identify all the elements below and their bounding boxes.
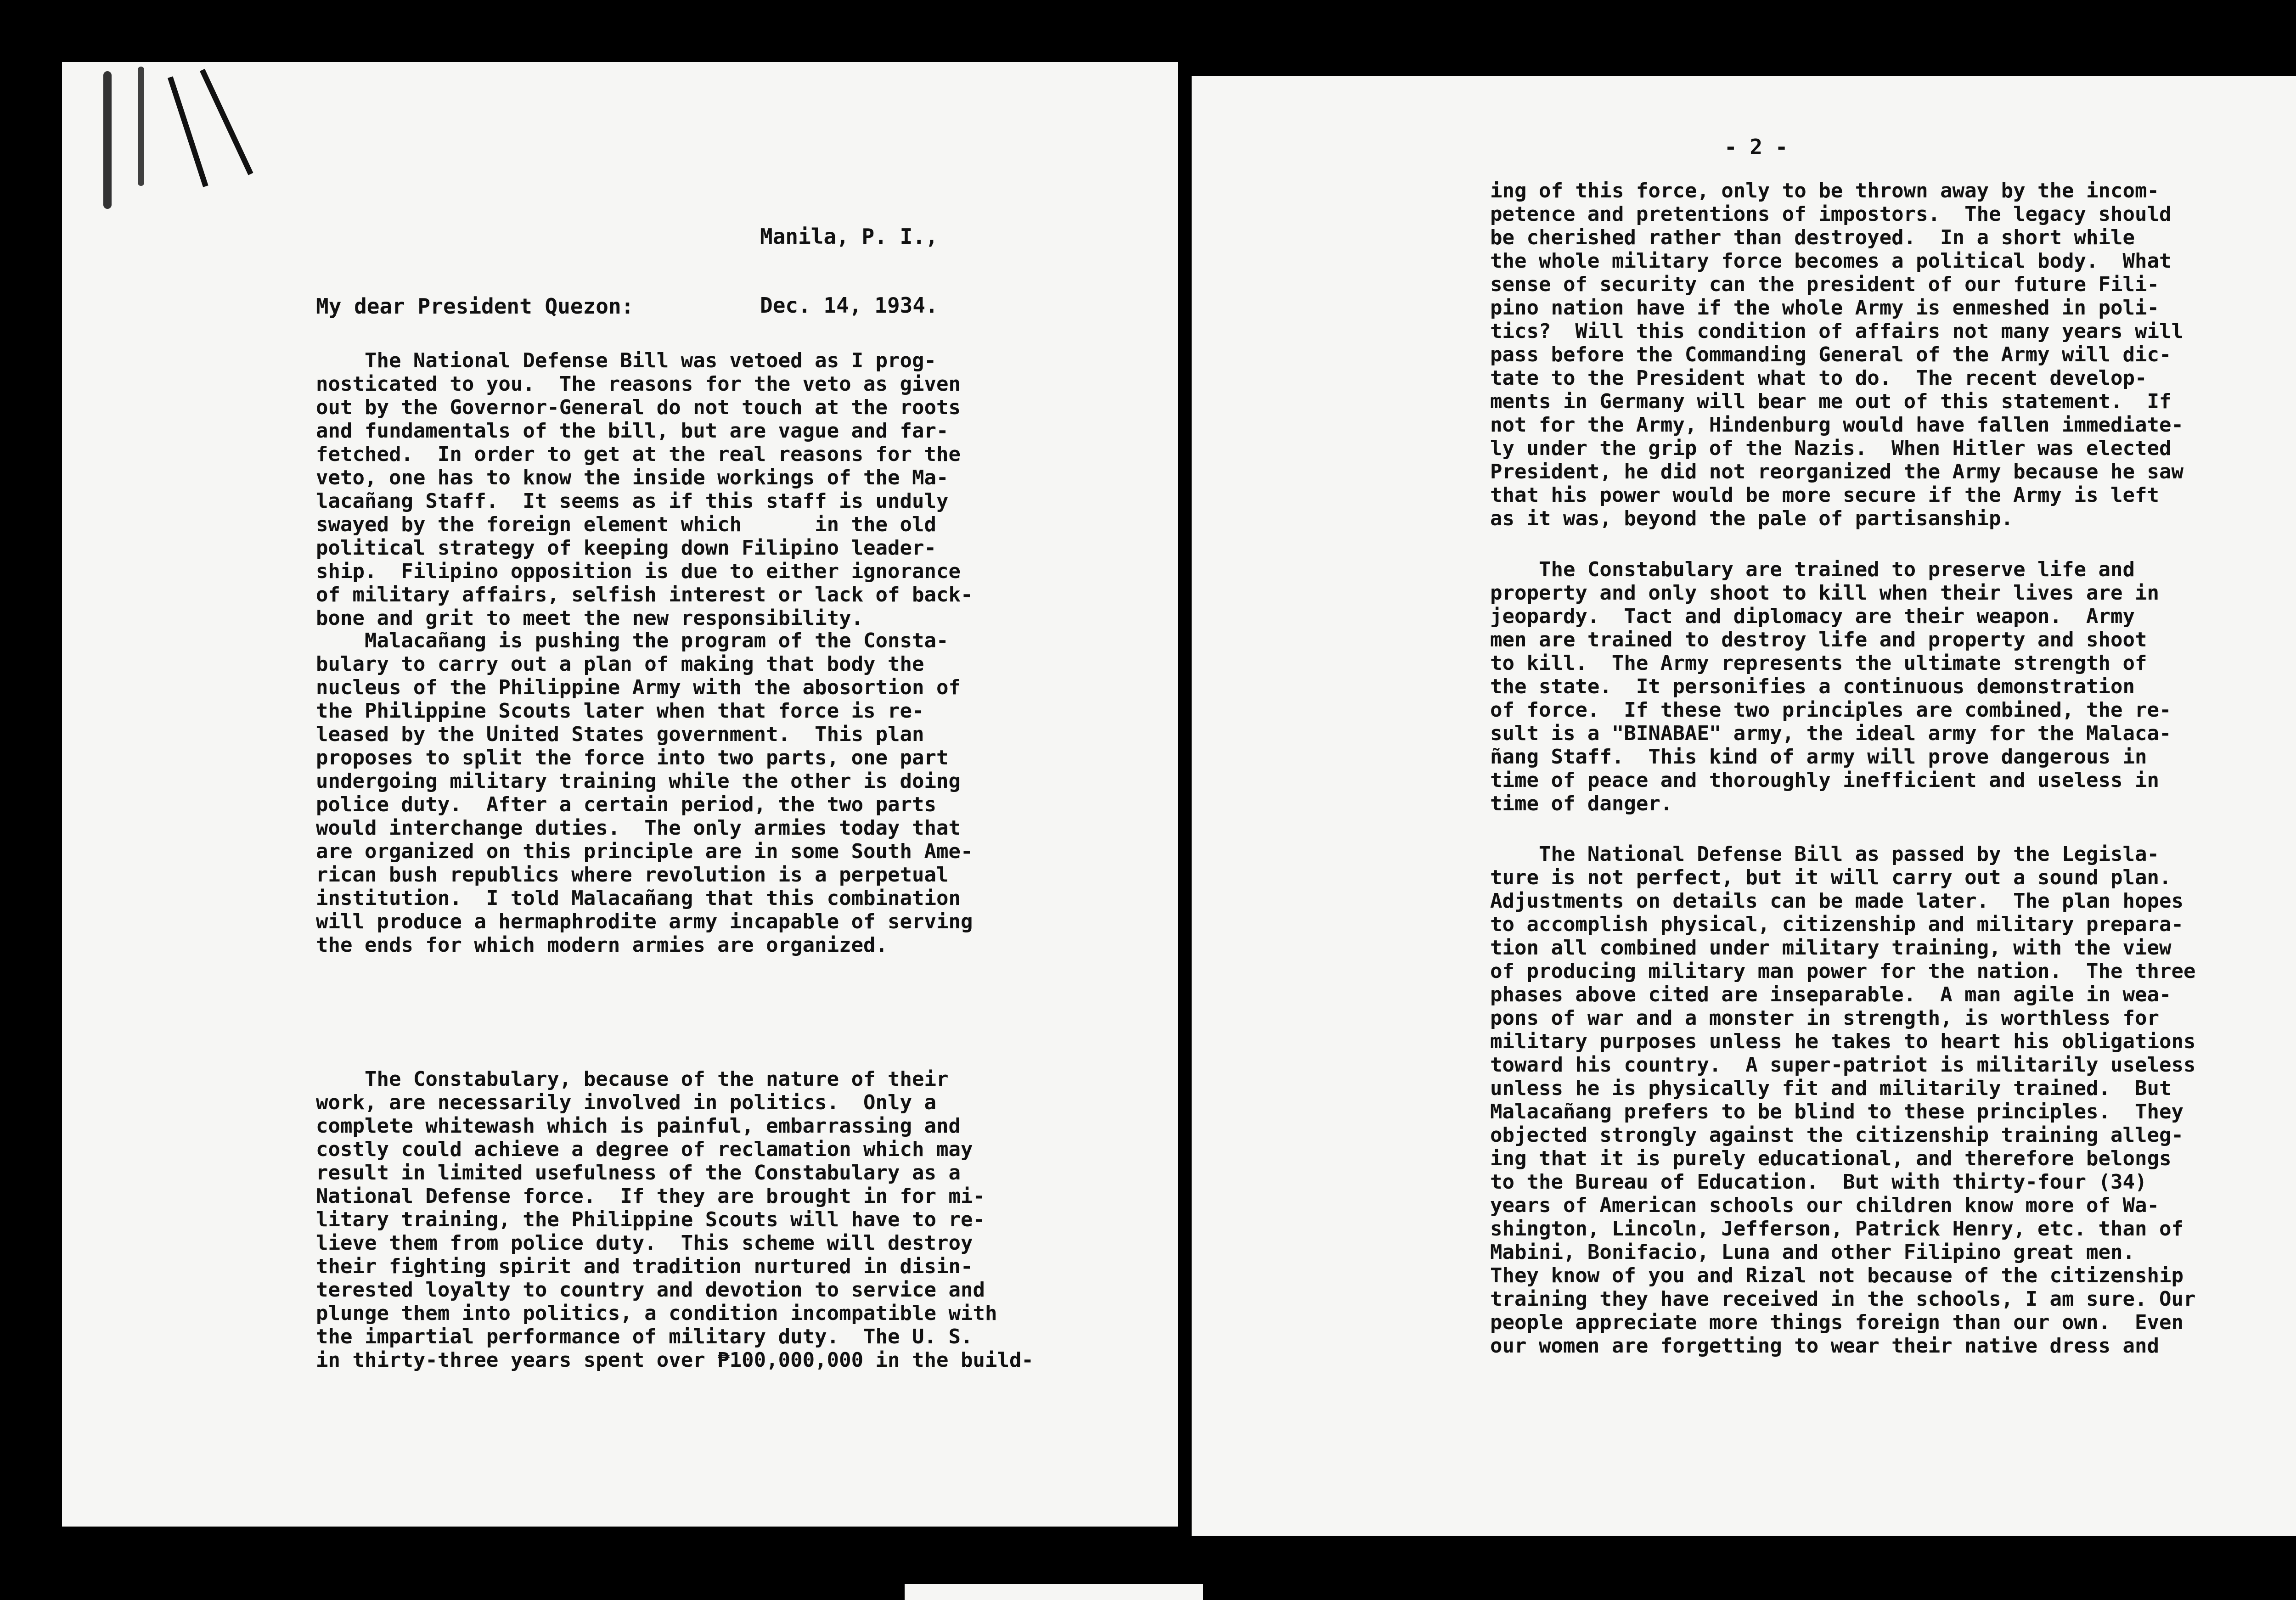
text-line: to the Bureau of Education. But with thirty-four (34): [1490, 1170, 2147, 1194]
text-line: plunge them into politics, a condition incompatible with: [316, 1302, 997, 1325]
text-line: litary training, the Philippine Scouts will have to re-: [316, 1208, 985, 1231]
text-line: National Defense force. If they are brought in for mi-: [316, 1185, 985, 1208]
text-line: terested loyalty to country and devotion to service and: [316, 1278, 985, 1302]
text-line: of producing military man power for the nation. The three: [1490, 960, 2196, 983]
paragraph: [1490, 842, 2195, 1358]
dateline-place: Manila, P. I.,: [760, 224, 938, 249]
text-line: ing that it is purely educational, and therefore belongs: [1490, 1147, 2172, 1170]
punch-mark: [138, 67, 144, 186]
text-line: our women are forgetting to wear their native dress and: [1490, 1334, 2159, 1358]
paragraph: [316, 1067, 1034, 1372]
text-line: to kill. The Army represents the ultimate strength of: [1490, 651, 2147, 675]
text-line: nosticated to you. The reasons for the veto as given: [316, 372, 961, 396]
paragraph: [316, 629, 973, 957]
text-line: that his power would be more secure if the Army is left: [1490, 483, 2159, 507]
text-line: people appreciate more things foreign than our own. Even: [1490, 1311, 2183, 1334]
text-line: ments in Germany will bear me out of this statement. If: [1490, 390, 2172, 413]
dateline: [760, 179, 938, 363]
text-line: toward his country. A super-patriot is militarily useless: [1490, 1053, 2196, 1077]
text-line: lacañang Staff. It seems as if this staff is unduly: [316, 489, 949, 513]
text-line: rican bush republics where revolution is a perpetual: [316, 863, 949, 887]
text-line: work, are necessarily involved in politics. Only a: [316, 1091, 937, 1114]
text-line: time of peace and thoroughly inefficient and useless in: [1490, 769, 2159, 792]
page-edge-strip: [905, 1584, 1203, 1600]
letter-page-2: [1192, 76, 2296, 1536]
text-line: jeopardy. Tact and diplomacy are their weapon. Army: [1490, 605, 2135, 628]
text-line: would interchange duties. The only armies today that: [316, 816, 961, 840]
paragraph: [316, 349, 973, 630]
text-line: Adjustments on details can be made later. The plan hopes: [1490, 889, 2183, 913]
punch-mark: [200, 69, 253, 175]
text-line: tics? Will this condition of affairs not many years will: [1490, 320, 2183, 343]
text-line: years of American schools our children know more of Wa-: [1490, 1194, 2159, 1217]
text-line: will produce a hermaphrodite army incapable of serving: [316, 910, 973, 933]
text-line: military purposes unless he takes to heart his obligations: [1490, 1030, 2196, 1053]
text-line: in thirty-three years spent over ₱100,000,000 in the build-: [316, 1348, 1034, 1372]
text-line: out by the Governor-General do not touch at the roots: [316, 396, 961, 419]
text-line: nucleus of the Philippine Army with the abosortion of: [316, 676, 961, 699]
text-line: fetched. In order to get at the real reasons for the: [316, 443, 961, 466]
text-line: They know of you and Rizal not because of the citizenship: [1490, 1264, 2183, 1287]
text-line: time of danger.: [1490, 792, 1673, 815]
text-line: Malacañang prefers to be blind to these principles. They: [1490, 1100, 2183, 1123]
text-line: not for the Army, Hindenburg would have fallen immediate-: [1490, 413, 2183, 437]
text-line: phases above cited are inseparable. A man agile in wea-: [1490, 983, 2172, 1006]
text-line: the whole military force becomes a political body. What: [1490, 249, 2172, 273]
text-line: bone and grit to meet the new responsibility.: [316, 606, 864, 630]
text-line: The National Defense Bill was vetoed as I prog-: [316, 349, 937, 372]
text-line: undergoing military training while the other is doing: [316, 769, 961, 793]
text-line: tate to the President what to do. The recent develop-: [1490, 366, 2147, 390]
text-line: ing of this force, only to be thrown away by the incom-: [1490, 179, 2159, 202]
text-line: pons of war and a monster in strength, is worthless for: [1490, 1006, 2159, 1030]
text-line: tion all combined under military training, with the view: [1490, 936, 2172, 960]
text-line: costly could achieve a degree of reclamation which may: [316, 1138, 973, 1161]
text-line: Mabini, Bonifacio, Luna and other Filipino great men.: [1490, 1241, 2135, 1264]
text-line: proposes to split the force into two parts, one part: [316, 746, 949, 769]
text-line: complete whitewash which is painful, embarrassing and: [316, 1114, 961, 1138]
salutation: My dear President Quezon:: [316, 294, 634, 319]
text-line: objected strongly against the citizenship training alleg-: [1490, 1123, 2183, 1147]
text-line: are organized on this principle are in some South Ame-: [316, 840, 973, 863]
text-line: training they have received in the schools, I am sure. Our: [1490, 1287, 2196, 1311]
page-number: - 2 -: [1724, 135, 1788, 159]
text-line: the state. It personifies a continuous demonstration: [1490, 675, 2135, 698]
text-line: of military affairs, selfish interest or lack of back-: [316, 583, 973, 606]
text-line: pass before the Commanding General of the Army will dic-: [1490, 343, 2172, 366]
text-line: property and only shoot to kill when their lives are in: [1490, 581, 2159, 605]
text-line: petence and pretentions of impostors. The legacy should: [1490, 202, 2172, 226]
text-line: sense of security can the president of our future Fili-: [1490, 273, 2159, 296]
text-line: lieve them from police duty. This scheme will destroy: [316, 1231, 973, 1255]
paragraph: [1490, 558, 2171, 815]
text-line: ture is not perfect, but it will carry out a sound plan.: [1490, 866, 2172, 889]
punch-mark: [168, 76, 208, 187]
text-line: institution. I told Malacañang that this combination: [316, 887, 961, 910]
text-line: leased by the United States government. This plan: [316, 723, 924, 746]
text-line: pino nation have if the whole Army is enmeshed in poli-: [1490, 296, 2159, 320]
text-line: and fundamentals of the bill, but are vague and far-: [316, 419, 949, 443]
text-line: result in limited usefulness of the Constabulary as a: [316, 1161, 961, 1185]
text-line: as it was, beyond the pale of partisanship.: [1490, 507, 2014, 530]
text-line: swayed by the foreign element which in the old: [316, 513, 937, 536]
dateline-date: Dec. 14, 1934.: [760, 293, 938, 318]
text-line: The Constabulary are trained to preserve life and: [1490, 558, 2135, 581]
text-line: the ends for which modern armies are organized.: [316, 933, 888, 957]
letter-page-1: [62, 62, 1178, 1527]
text-line: sult is a "BINABAE" army, the ideal army for the Malaca-: [1490, 722, 2172, 745]
text-line: to accomplish physical, citizenship and military prepara-: [1490, 913, 2183, 936]
punch-mark: [103, 71, 112, 209]
text-line: police duty. After a certain period, the two parts: [316, 793, 937, 816]
text-line: President, he did not reorganized the Army because he saw: [1490, 460, 2183, 483]
text-line: men are trained to destroy life and property and shoot: [1490, 628, 2147, 651]
text-line: of force. If these two principles are combined, the re-: [1490, 698, 2172, 722]
text-line: ñang Staff. This kind of army will prove dangerous in: [1490, 745, 2147, 769]
text-line: The National Defense Bill as passed by the Legisla-: [1490, 842, 2159, 866]
text-line: bulary to carry out a plan of making that body the: [316, 652, 924, 676]
text-line: the impartial performance of military duty. The U. S.: [316, 1325, 973, 1348]
text-line: unless he is physically fit and militarily trained. But: [1490, 1077, 2172, 1100]
text-line: The Constabulary, because of the nature of their: [316, 1067, 949, 1091]
text-line: ly under the grip of the Nazis. When Hitler was elected: [1490, 437, 2172, 460]
paragraph: [1490, 179, 2183, 530]
text-line: be cherished rather than destroyed. In a short while: [1490, 226, 2135, 249]
text-line: political strategy of keeping down Filipino leader-: [316, 536, 937, 560]
text-line: Malacañang is pushing the program of the Consta-: [316, 629, 949, 652]
text-line: ship. Filipino opposition is due to either ignorance: [316, 560, 961, 583]
text-line: the Philippine Scouts later when that force is re-: [316, 699, 924, 723]
text-line: veto, one has to know the inside workings of the Ma-: [316, 466, 949, 489]
text-line: shington, Lincoln, Jefferson, Patrick Henry, etc. than of: [1490, 1217, 2183, 1241]
text-line: their fighting spirit and tradition nurtured in disin-: [316, 1255, 973, 1278]
